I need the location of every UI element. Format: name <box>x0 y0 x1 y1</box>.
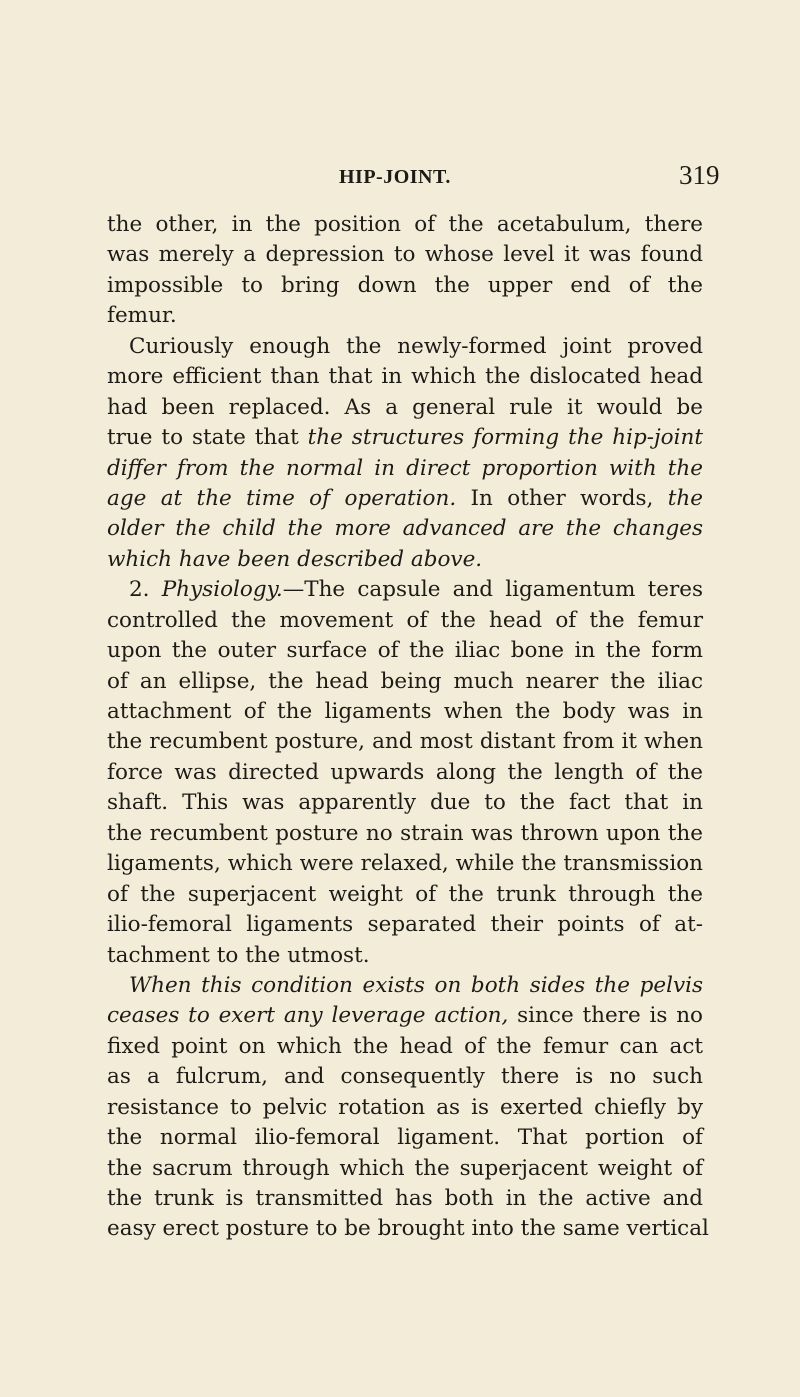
text-segment: Curiously enough the newly-formed joint proved <box>129 333 703 359</box>
text-segment: controlled the movement of the head of the femur <box>107 607 703 633</box>
text-line <box>107 636 703 666</box>
text-line <box>107 393 703 423</box>
text-line <box>107 332 703 362</box>
text-segment: the trunk is transmitted has both in the active and <box>107 1186 703 1211</box>
text-line <box>107 971 703 1001</box>
text-line <box>107 941 703 971</box>
page-number: 319 <box>679 160 720 190</box>
text-line <box>107 484 703 514</box>
text-segment: upon the outer surface of the iliac bone in the form <box>107 638 703 664</box>
text-segment: the recumbent posture no strain was thrown upon the <box>107 820 703 846</box>
text-segment: fixed point on which the head of the femur can act <box>107 1033 703 1059</box>
text-segment: impossible to bring down the upper end of the <box>107 272 703 298</box>
running-head: HIP-JOINT. <box>339 166 451 188</box>
text-segment: femur. <box>107 303 177 329</box>
text-line <box>107 1154 703 1184</box>
text-line <box>107 1184 703 1214</box>
italic-text: age at the time of operation. <box>107 485 457 511</box>
text-line <box>107 606 703 636</box>
text-line <box>107 240 703 270</box>
text-segment: —The capsule and ligamentum teres <box>282 577 703 603</box>
text-segment: of the superjacent weight of the trunk through the <box>107 881 703 907</box>
italic-text: which have been described above. <box>107 546 483 572</box>
text-line <box>107 514 703 544</box>
text-segment: force was directed upwards along the length of the <box>107 759 703 785</box>
text-line <box>107 788 703 818</box>
text-segment: the recumbent posture, and most distant from it when <box>107 729 703 755</box>
text-segment: ligaments, which were relaxed, while the transmission <box>107 851 703 877</box>
text-segment: ilio-femoral ligaments separated their points of at- <box>107 912 703 938</box>
text-segment: the normal ilio-femoral ligament. That portion of <box>107 1125 703 1151</box>
italic-text: the <box>667 485 703 511</box>
italic-text: the structures forming the hip-joint <box>307 425 703 451</box>
text-segment: true to state that <box>107 425 308 451</box>
text-segment: since there is no <box>508 1003 703 1029</box>
text-line <box>107 910 703 940</box>
italic-text: ceases to exert any leverage action, <box>107 1003 509 1029</box>
text-line <box>107 301 703 331</box>
text-segment: as a fulcrum, and consequently there is no such <box>107 1064 703 1090</box>
text-line <box>107 362 703 392</box>
text-line <box>107 819 703 849</box>
italic-text: older the child the more advanced are the changes <box>107 516 703 542</box>
text-line <box>107 1093 703 1123</box>
text-line <box>107 210 703 240</box>
text-segment: more efficient than that in which the dislocated head <box>107 364 703 390</box>
text-line <box>107 1123 703 1153</box>
text-segment: of an ellipse, the head being much nearer the iliac <box>107 668 703 694</box>
text-segment: had been replaced. As a general rule it would be <box>107 394 703 420</box>
text-line <box>107 1032 703 1062</box>
text-segment: tachment to the utmost. <box>107 942 370 968</box>
page-header <box>0 160 800 200</box>
italic-text: Physiology. <box>161 577 283 603</box>
text-line <box>107 697 703 727</box>
text-line <box>107 1001 703 1031</box>
text-line <box>107 1214 709 1244</box>
text-line <box>107 575 703 605</box>
text-segment: easy erect posture to be brought into the same vertical <box>107 1216 709 1242</box>
body-text <box>107 210 709 1245</box>
text-segment: attachment of the ligaments when the body was in <box>107 699 703 724</box>
text-segment: the sacrum through which the superjacent weight of <box>107 1155 703 1181</box>
text-line <box>107 727 703 757</box>
text-line <box>107 880 703 910</box>
text-segment: shaft. This was apparently due to the fact that in <box>107 790 703 816</box>
text-line <box>107 667 703 697</box>
text-line <box>107 545 703 575</box>
text-line <box>107 1062 703 1092</box>
text-line <box>107 849 703 879</box>
text-line <box>107 423 703 453</box>
text-segment: 2. <box>129 577 162 603</box>
text-segment: resistance to pelvic rotation as is exerted chiefly by <box>107 1094 703 1120</box>
text-segment: In other words, <box>456 485 668 511</box>
italic-text: differ from the normal in direct proportion with the <box>107 455 703 481</box>
text-line <box>107 454 703 484</box>
text-line <box>107 758 703 788</box>
italic-text: When this condition exists on both sides the pelvis <box>129 972 703 998</box>
text-line <box>107 271 703 301</box>
text-segment: was merely a depression to whose level it was found <box>107 242 703 268</box>
text-segment: the other, in the position of the acetabulum, there <box>107 212 703 237</box>
